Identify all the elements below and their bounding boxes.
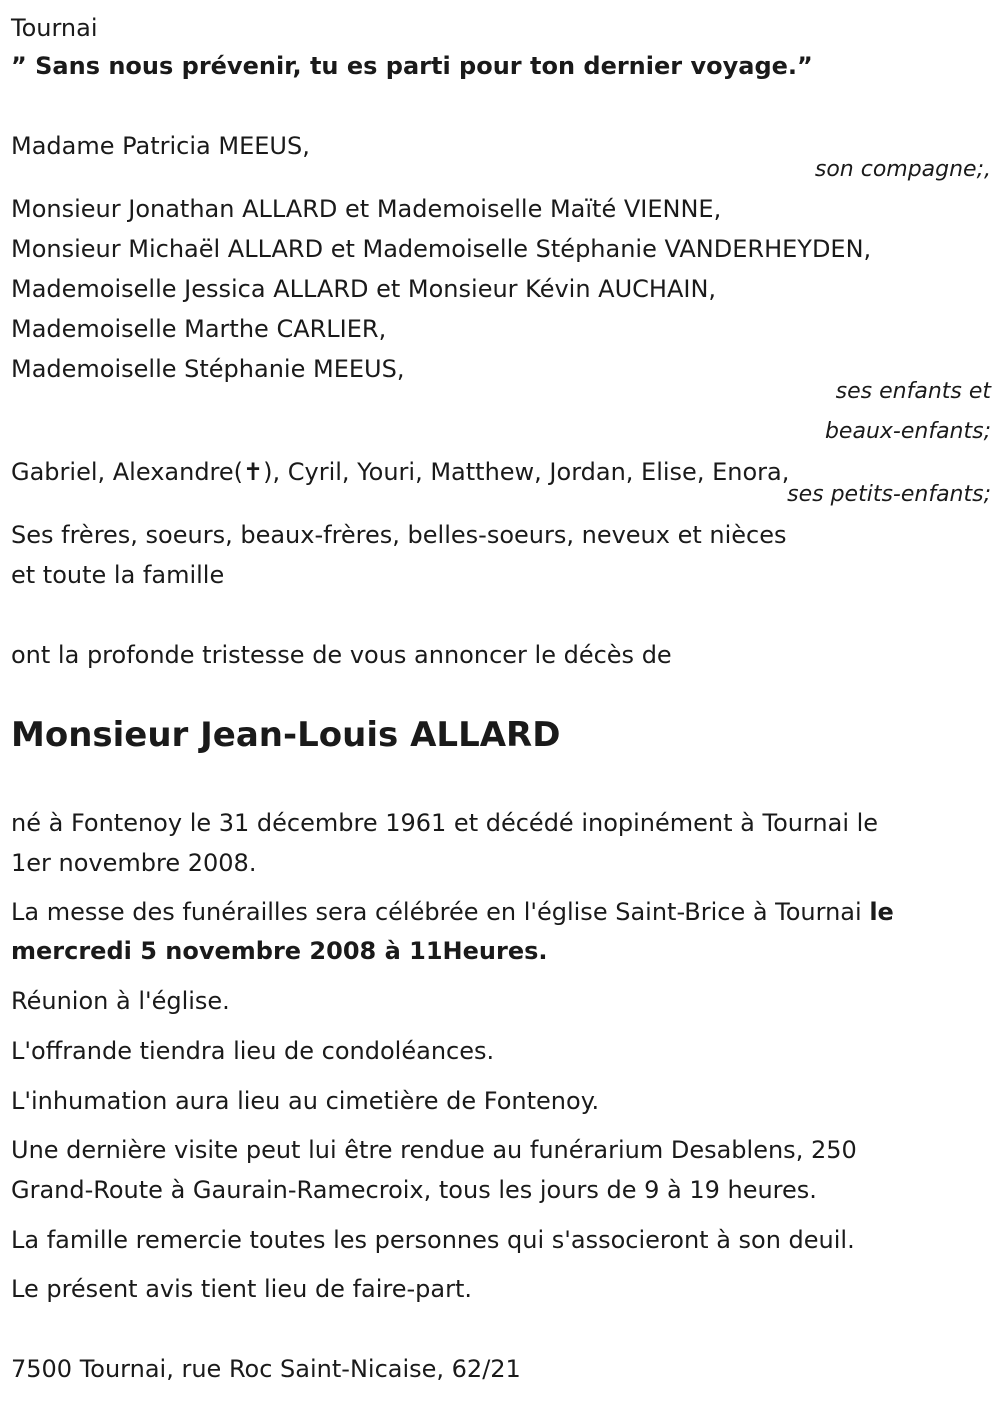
child-line-3: Mademoiselle Jessica ALLARD et Monsieur Kévin AUCHAIN, xyxy=(11,275,717,303)
thanks-text: La famille remercie toutes les personnes qui s'associeront à son deuil. xyxy=(11,1226,855,1254)
child-line-2: Monsieur Michaël ALLARD et Mademoiselle Stéphanie VANDERHEYDEN, xyxy=(11,235,872,263)
mass-line-1 xyxy=(11,892,894,932)
deceased-name: Monsieur Jean-Louis ALLARD xyxy=(11,715,561,755)
visit-line-1: Une dernière visite peut lui être rendue au funérarium Desablens, 250 xyxy=(11,1136,857,1164)
visit-line-2: Grand-Route à Gaurain-Ramecroix, tous les jours de 9 à 19 heures. xyxy=(11,1176,817,1204)
birth-line-1: né à Fontenoy le 31 décembre 1961 et décédé inopinément à Tournai le xyxy=(11,809,879,837)
child-line-5: Mademoiselle Stéphanie MEEUS, xyxy=(11,355,405,383)
city-label: Tournai xyxy=(11,14,98,42)
children-role-2: beaux-enfants; xyxy=(824,419,991,444)
relatives-line-1: Ses frères, soeurs, beaux-frères, belles-soeurs, neveux et nièces xyxy=(11,521,787,549)
children-role-1: ses enfants et xyxy=(835,379,991,404)
child-line-1: Monsieur Jonathan ALLARD et Mademoiselle Maïté VIENNE, xyxy=(11,195,722,223)
notice-text: Le présent avis tient lieu de faire-part. xyxy=(11,1275,473,1303)
mass-date: mercredi 5 novembre 2008 à 11Heures. xyxy=(11,937,548,965)
grandchildren-role: ses petits-enfants; xyxy=(787,482,991,507)
quote: ” Sans nous prévenir, tu es parti pour ton dernier voyage.” xyxy=(11,52,813,80)
birth-line-2: 1er novembre 2008. xyxy=(11,849,257,877)
meeting-text: Réunion à l'église. xyxy=(11,987,230,1015)
announcement-text: ont la profonde tristesse de vous annoncer le décès de xyxy=(11,641,672,669)
family-address: 7500 Tournai, rue Roc Saint-Nicaise, 62/21 xyxy=(11,1355,521,1383)
companion-role: son compagne;, xyxy=(814,157,991,182)
child-line-4: Mademoiselle Marthe CARLIER, xyxy=(11,315,387,343)
mass-text: La messe des funérailles sera célébrée en l'église Saint-Brice à Tournai xyxy=(11,898,862,926)
mass-date-start: le xyxy=(869,898,894,926)
burial-text: L'inhumation aura lieu au cimetière de Fontenoy. xyxy=(11,1087,600,1115)
companion-name: Madame Patricia MEEUS, xyxy=(11,132,310,160)
offering-text: L'offrande tiendra lieu de condoléances. xyxy=(11,1037,495,1065)
grandchildren-names: Gabriel, Alexandre(✝), Cyril, Youri, Matthew, Jordan, Elise, Enora, xyxy=(11,458,790,486)
relatives-line-2: et toute la famille xyxy=(11,561,225,589)
